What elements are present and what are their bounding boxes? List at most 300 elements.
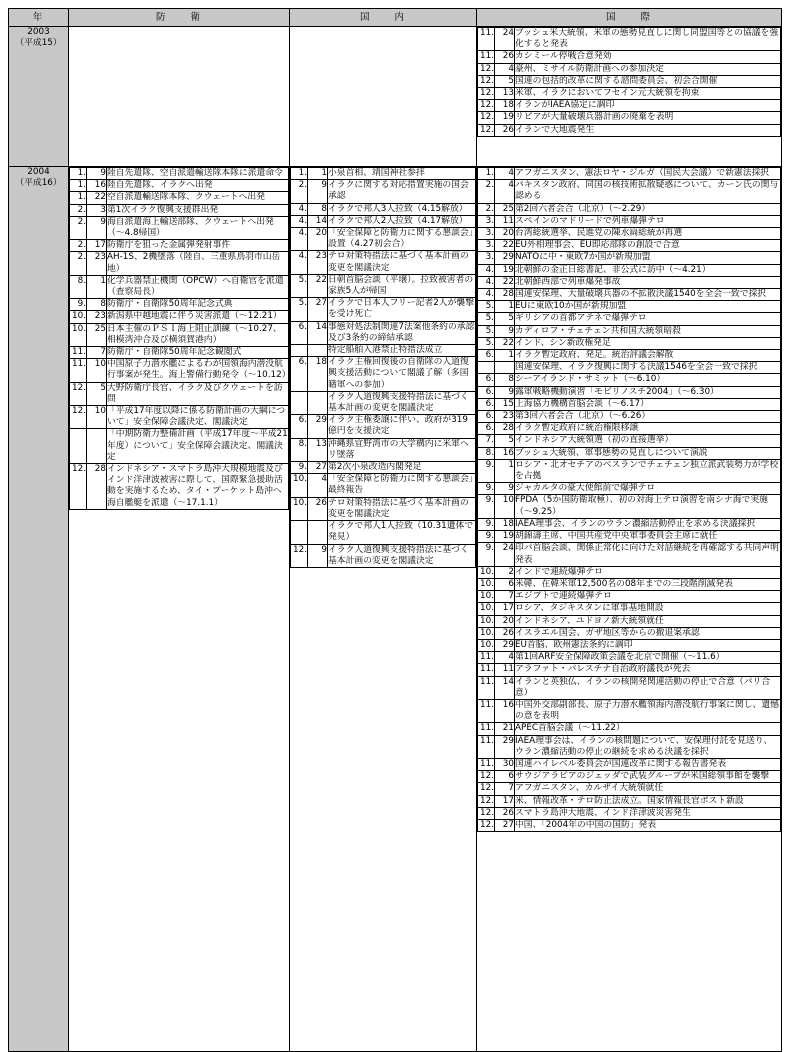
event-list	[477, 27, 781, 137]
event-month: 9.	[478, 495, 495, 518]
event-month: 8.	[478, 447, 495, 459]
event-day: 23	[308, 251, 328, 274]
event-month: 6.	[291, 357, 308, 392]
event-text: 米韓、在韓米軍12,500名の08年までの三段階削減発表	[515, 578, 781, 590]
event-text: EU外相理事会、EU即応部隊の創設で合意	[515, 240, 781, 252]
event-month: 9.	[478, 483, 495, 495]
event-month: 11.	[478, 758, 495, 770]
event-month: 3.	[478, 240, 495, 252]
event-text: ロシア、タジキスタンに軍事基地開設	[515, 603, 781, 615]
event-day	[495, 362, 515, 374]
chronology-table	[8, 8, 782, 1052]
event-text: イラクで邦人3人拉致（4.15解放）	[328, 203, 476, 215]
event-text: 防衛庁・自衛隊50周年記念式典	[107, 299, 289, 311]
event-month: 3.	[478, 252, 495, 264]
event-text: アフガニスタン、憲法ロヤ・ジルガ（国民大会議）で新憲法採択	[515, 168, 781, 180]
event-row	[478, 374, 781, 386]
event-day: 23	[495, 411, 515, 423]
period-row-2003	[9, 27, 782, 167]
event-day: 24	[495, 28, 515, 51]
event-row	[478, 350, 781, 362]
event-row	[478, 228, 781, 240]
header-domestic: 国 内	[290, 9, 477, 27]
defense-cell	[69, 27, 290, 167]
event-row	[70, 299, 289, 311]
event-text: EU首脳、欧州憲法条約に調印	[515, 639, 781, 651]
event-day: 9	[308, 544, 328, 567]
event-month: 5.	[478, 313, 495, 325]
event-row	[70, 323, 289, 346]
event-text: ギリシアの首都アテネで爆弾テロ	[515, 313, 781, 325]
event-row	[478, 386, 781, 398]
event-row	[478, 627, 781, 639]
event-row	[70, 216, 289, 239]
event-text: 上海協力機構首脳会談（～6.17）	[515, 398, 781, 410]
event-month: 11.	[70, 359, 87, 382]
event-row	[478, 807, 781, 819]
event-day: 13	[495, 88, 515, 100]
event-day: 9	[495, 325, 515, 337]
event-day: 9	[308, 180, 328, 203]
event-text: IAEA理事会は、イランの核問題について、安保理付託を見送り、ウラン濃縮活動の停止の継続を求める決議を採択	[515, 735, 781, 758]
event-row	[291, 228, 476, 251]
event-day: 23	[87, 311, 107, 323]
event-row	[70, 406, 289, 429]
event-month: 4.	[291, 228, 308, 251]
event-month: 11.	[478, 28, 495, 51]
event-text: 事態対処法制関連7法案他条約の承認及び3条約の締結承認	[328, 321, 475, 343]
event-text: 空自派遣輸送隊本隊、クウェートへ出発	[107, 192, 289, 204]
event-text: カシミール停戦合意発効	[515, 51, 781, 63]
event-month: 10.	[70, 311, 87, 323]
event-text: 第1回ARF安全保障政策会議を北京で開催（～11.6）	[515, 652, 781, 664]
header-row	[9, 9, 782, 27]
event-row	[478, 180, 781, 203]
event-day: 27	[308, 298, 328, 321]
event-row	[478, 699, 781, 722]
event-day: 29	[495, 735, 515, 758]
event-month: 1.	[70, 180, 87, 192]
event-text: 新潟県中越地震に伴う災害派遣（～12.21）	[107, 311, 289, 323]
event-text: 中国、「2004年の中国の国防」発表	[515, 819, 781, 831]
event-row	[478, 447, 781, 459]
event-day: 1	[495, 459, 515, 482]
event-row	[291, 251, 476, 274]
event-day: 7	[87, 347, 107, 359]
event-day: 10	[87, 359, 107, 382]
event-row	[478, 301, 781, 313]
event-row	[70, 311, 289, 323]
event-month: 11.	[478, 652, 495, 664]
event-month: 6.	[478, 398, 495, 410]
event-day: 17	[495, 603, 515, 615]
event-row	[70, 382, 289, 405]
event-text: アフガニスタン、カルザイ大統領就任	[515, 783, 781, 795]
event-text: 豪州、ミサイル防衛計画への参加決定	[515, 63, 781, 75]
event-month: 6.	[291, 321, 308, 344]
event-day: 30	[495, 758, 515, 770]
event-row	[291, 391, 476, 414]
event-row	[478, 100, 781, 112]
event-row	[478, 795, 781, 807]
event-row	[478, 783, 781, 795]
event-month: 4.	[478, 289, 495, 301]
event-day: 9	[495, 386, 515, 398]
event-text: EUに東欧10か国が新規加盟	[515, 301, 781, 313]
event-text: スマトラ島沖大地震、インド洋津波災害発生	[515, 807, 781, 819]
event-text: ブッシュ大統領、軍事態勢の見直しについて演説	[515, 447, 781, 459]
event-day: 9	[87, 216, 107, 239]
event-month: 9.	[478, 518, 495, 530]
event-text: 小泉首相、靖国神社参拝	[328, 168, 476, 180]
event-list	[290, 167, 476, 568]
event-day: 29	[495, 639, 515, 651]
event-row	[291, 168, 476, 180]
defense-cell	[69, 167, 290, 1052]
event-month: 10.	[478, 578, 495, 590]
event-day: 26	[495, 124, 515, 136]
event-day: 8	[308, 203, 328, 215]
year-label: 2003	[27, 27, 50, 37]
event-text: イラクで邦人2人拉致（4.17解放）	[328, 215, 476, 227]
event-row	[478, 337, 781, 349]
event-month: 9.	[478, 531, 495, 543]
event-text: FPDA（5か国防衛取極）、初の対海上テロ演習を南シナ海で実施（～9.25）	[515, 495, 781, 518]
event-text: AH-1S、2機墜落（陸自、三重県鳥羽市山岳地）	[107, 252, 289, 275]
event-day: 22	[495, 337, 515, 349]
event-text: イランと英独仏、イランの核開発関連活動の停止で合意（パリ合意）	[515, 676, 781, 699]
event-text: 日朝首脳会談（平壌）。拉致被害者の家族5人が帰国	[328, 274, 476, 297]
event-month: 2.	[291, 180, 308, 203]
event-month: 10.	[478, 591, 495, 603]
event-text: イラク暫定政府に統治権限移譲	[515, 423, 781, 435]
event-month: 2.	[478, 180, 495, 203]
event-month: 12.	[291, 544, 308, 567]
event-row	[291, 321, 476, 344]
event-text: ジャカルタの豪大使館前で爆弾テロ	[515, 483, 781, 495]
event-month: 1.	[291, 168, 308, 180]
event-text: APEC首脳会議（～11.22）	[515, 723, 781, 735]
header-international: 国 際	[477, 9, 782, 27]
event-day: 10	[87, 406, 107, 429]
event-row	[291, 415, 476, 438]
event-day	[308, 521, 328, 544]
event-text: サウジアラビアのジェッダで武装グループが米国総領事館を襲撃	[515, 771, 781, 783]
event-row	[478, 88, 781, 100]
event-day: 2	[495, 566, 515, 578]
event-month: 12.	[70, 406, 87, 429]
event-day: 19	[495, 531, 515, 543]
event-day: 18	[495, 100, 515, 112]
event-row	[478, 276, 781, 288]
event-month: 6.	[478, 350, 495, 362]
event-text: リビアが大量破壊兵器計画の廃棄を表明	[515, 112, 781, 124]
international-cell	[477, 167, 782, 1052]
event-row	[478, 124, 781, 136]
era-label: （平成15）	[15, 38, 62, 49]
event-month: 1.	[70, 192, 87, 204]
event-day: 19	[495, 112, 515, 124]
international-cell	[477, 27, 782, 167]
event-month: 3.	[478, 215, 495, 227]
event-month: 12.	[478, 112, 495, 124]
event-day: 16	[495, 447, 515, 459]
event-day: 7	[495, 591, 515, 603]
event-text: テロ対策特措法に基づく基本計画の変更を閣議決定	[328, 497, 476, 520]
event-day: 13	[308, 438, 328, 461]
event-month: 10.	[478, 603, 495, 615]
event-row	[70, 192, 289, 204]
event-month: 11.	[478, 51, 495, 63]
event-day: 9	[87, 168, 107, 180]
event-day: 4	[495, 63, 515, 75]
event-text: ロシア・北オセチアのベスランでチェチェン独立派武装勢力が学校を占拠	[515, 459, 781, 482]
event-month: 10.	[478, 639, 495, 651]
event-text: 胡錦濤主席、中国共産党中央軍事委員会主席に就任	[515, 531, 781, 543]
event-row	[478, 758, 781, 770]
event-text: イラク暫定政府、発足。統治評議会解散	[515, 350, 781, 362]
event-row	[291, 345, 476, 357]
event-text: スペインのマドリードで列車爆弾テロ	[515, 215, 781, 227]
event-text: 第2次小泉改造内閣発足	[328, 462, 476, 474]
event-month: 10.	[291, 497, 308, 520]
event-text: 中国原子力潜水艦によるわが国領海内潜没航行事案が発生。海上警備行動発令（～10.12）	[107, 359, 291, 381]
event-text: イラク人道復興支援特措法に基づく基本計画の変更を閣議決定	[328, 544, 476, 567]
event-day: 4	[495, 652, 515, 664]
event-text: 防衛庁を狙った金属弾発射事件	[107, 240, 289, 252]
event-day: 8	[495, 374, 515, 386]
event-day: 26	[495, 51, 515, 63]
event-row	[478, 819, 781, 831]
event-row	[478, 252, 781, 264]
event-day: 15	[495, 398, 515, 410]
event-day: 4	[495, 180, 515, 203]
event-row	[478, 313, 781, 325]
event-text: 北朝鮮西部で列車爆発事故	[515, 276, 781, 288]
event-month: 6.	[478, 386, 495, 398]
event-row	[478, 112, 781, 124]
event-text: 「中期防衛力整備計画（平成17年度～平成21年度）について」安全保障会議決定、閣議決定	[107, 429, 288, 462]
event-row	[291, 180, 476, 203]
event-row	[478, 495, 781, 518]
event-day	[87, 429, 107, 464]
event-row	[478, 652, 781, 664]
event-day: 28	[495, 289, 515, 301]
event-day: 18	[495, 518, 515, 530]
event-row	[291, 474, 476, 497]
event-row	[478, 423, 781, 435]
event-month: 12.	[478, 819, 495, 831]
event-text: インドで連続爆弾テロ	[515, 566, 781, 578]
event-text: 国連の包括的改革に関する諮問委員会、初会合開催	[515, 75, 781, 87]
event-day: 4	[308, 474, 328, 497]
event-text: 海自派遣海上輸送部隊、クウェートへ出発（～4.8帰国）	[107, 216, 289, 239]
event-month: 2.	[70, 216, 87, 239]
event-month: 6.	[478, 374, 495, 386]
event-row	[291, 462, 476, 474]
event-month: 12.	[478, 124, 495, 136]
event-day: 20	[495, 228, 515, 240]
event-month: 11.	[478, 676, 495, 699]
event-month: 7.	[478, 435, 495, 447]
event-month: 8.	[70, 275, 87, 298]
event-day	[308, 345, 328, 357]
event-month: 9.	[291, 462, 308, 474]
event-day: 29	[308, 415, 328, 438]
event-row	[478, 51, 781, 63]
event-text: シーアイランド・サミット（～6.10）	[515, 374, 781, 386]
event-day: 5	[495, 75, 515, 87]
event-day: 3	[87, 204, 107, 216]
event-text: 陸自先遣隊、空自派遣輸送隊本隊に派遣命令	[107, 168, 289, 180]
event-row	[478, 603, 781, 615]
event-month: 6.	[478, 423, 495, 435]
event-text: 沖縄県宜野湾市の大学構内に米軍ヘリ墜落	[328, 438, 476, 461]
event-month: 5.	[478, 337, 495, 349]
event-month: 9.	[478, 543, 495, 566]
event-row	[478, 325, 781, 337]
event-month	[291, 345, 308, 357]
event-row	[70, 252, 289, 275]
event-text: 中国外交部副部長、原子力潜水艦領海内潜没航行事案に関し、遺憾の意を表明	[515, 699, 779, 722]
event-text: 国連安保理、イラク復興に関する決議1546を全会一致で採択	[515, 362, 781, 374]
event-month	[70, 429, 87, 464]
event-day: 25	[87, 323, 107, 346]
year-cell	[9, 167, 69, 1052]
event-day: 28	[495, 423, 515, 435]
event-text: 台湾総統選挙、民進党の陳水扁総統が再選	[515, 228, 781, 240]
event-row	[478, 543, 781, 566]
event-day: 16	[495, 699, 515, 722]
header-year: 年	[9, 9, 69, 27]
event-row	[478, 591, 781, 603]
event-row	[70, 347, 289, 359]
event-row	[478, 483, 781, 495]
event-text: イラクで邦人1人拉致（10.31遺体で発見）	[328, 521, 476, 544]
event-row	[70, 204, 289, 216]
event-day: 8	[87, 299, 107, 311]
event-text: 国連安保理、大量破壊兵器の不拡散決議1540を全会一致で採択	[515, 289, 781, 301]
event-row	[478, 459, 781, 482]
event-month: 12.	[478, 771, 495, 783]
event-month: 12.	[70, 464, 87, 510]
event-month: 8.	[291, 438, 308, 461]
event-row	[478, 63, 781, 75]
event-month: 9.	[478, 459, 495, 482]
event-month: 11.	[478, 735, 495, 758]
event-month: 12.	[478, 795, 495, 807]
event-month	[478, 362, 495, 374]
event-day: 24	[495, 543, 515, 566]
header-defense: 防 衛	[69, 9, 290, 27]
event-row	[70, 275, 289, 298]
event-row	[291, 497, 476, 520]
event-day: 26	[495, 807, 515, 819]
event-row	[291, 357, 476, 392]
event-text: 大野防衛庁長官、イラク及びクウェートを訪問	[107, 382, 289, 405]
event-text: 特定船舶入港禁止特措法成立	[328, 345, 476, 357]
event-list	[477, 167, 781, 832]
event-row	[478, 289, 781, 301]
event-text: NATOに中・東欧7か国が新規加盟	[515, 252, 781, 264]
event-day: 19	[495, 264, 515, 276]
event-month: 12.	[478, 88, 495, 100]
event-row	[478, 215, 781, 227]
event-day: 16	[87, 180, 107, 192]
event-text: パキスタン政府、同国の核技術拡散疑惑について、カーン氏の関与認める	[515, 180, 781, 203]
event-day: 26	[495, 627, 515, 639]
event-month: 6.	[291, 415, 308, 438]
event-row	[478, 615, 781, 627]
event-text: 米、情報改革・テロ防止法成立。国家情報長官ポスト新設	[515, 795, 781, 807]
event-text: 米軍、イラクにおいてフセイン元大統領を拘束	[515, 88, 781, 100]
event-month: 11.	[478, 723, 495, 735]
event-text: カディロフ・チェチェン共和国大統領暗殺	[515, 325, 781, 337]
event-text: イラクで日本人フリー記者2人が襲撃を受け死亡	[328, 298, 474, 320]
event-month: 1.	[478, 168, 495, 180]
event-day: 1	[495, 350, 515, 362]
event-row	[478, 264, 781, 276]
event-row	[70, 359, 289, 382]
event-text: 北朝鮮の金正日総書記、非公式に訪中（～4.21）	[515, 264, 781, 276]
event-text: イラクに関する対応措置実施の国会承認	[328, 180, 476, 203]
event-month: 5.	[478, 325, 495, 337]
domestic-cell	[290, 167, 477, 1052]
year-label: 2004	[27, 167, 50, 177]
event-row	[291, 298, 476, 321]
event-day: 1	[495, 301, 515, 313]
event-row	[478, 578, 781, 590]
event-row	[478, 771, 781, 783]
event-row	[478, 664, 781, 676]
event-month: 11.	[478, 664, 495, 676]
event-month: 2.	[478, 203, 495, 215]
event-row	[70, 464, 289, 510]
event-month: 12.	[478, 63, 495, 75]
event-month: 11.	[478, 699, 495, 722]
event-text: イランがIAEA協定に調印	[515, 100, 781, 112]
event-month: 12.	[478, 75, 495, 87]
event-text: インドネシア、ユドヨノ新大統領就任	[515, 615, 781, 627]
event-day: 6	[495, 578, 515, 590]
event-text: 日本主催のＰＳＩ海上阻止訓練（～10.27、相模湾沖合及び横須賀港内）	[107, 323, 289, 346]
event-row	[478, 362, 781, 374]
event-day: 14	[495, 676, 515, 699]
event-day: 18	[308, 357, 328, 392]
event-text: イスラエル国会、ガザ地区等からの撤退案承認	[515, 627, 781, 639]
event-day: 5	[495, 435, 515, 447]
event-row	[70, 240, 289, 252]
event-day: 20	[308, 228, 328, 251]
event-month: 6.	[478, 411, 495, 423]
era-label: （平成16）	[15, 178, 62, 189]
event-day: 6	[495, 771, 515, 783]
event-text: 露軍戦略機動演習「モビリノスチ2004」（～6.30）	[515, 386, 781, 398]
event-text: 国連ハイレベル委員会が国連改革に関する報告書発表	[515, 758, 781, 770]
event-day: 4	[495, 168, 515, 180]
event-day: 1	[308, 168, 328, 180]
event-day: 11	[495, 664, 515, 676]
event-text: エジプトで連続爆弾テロ	[515, 591, 781, 603]
event-day: 25	[495, 203, 515, 215]
event-row	[478, 240, 781, 252]
event-text: インドネシア大統領選（初の直接選挙）	[515, 435, 781, 447]
event-day	[308, 391, 328, 414]
event-row	[291, 203, 476, 215]
event-month: 10.	[291, 474, 308, 497]
event-row	[478, 398, 781, 410]
event-row	[70, 180, 289, 192]
